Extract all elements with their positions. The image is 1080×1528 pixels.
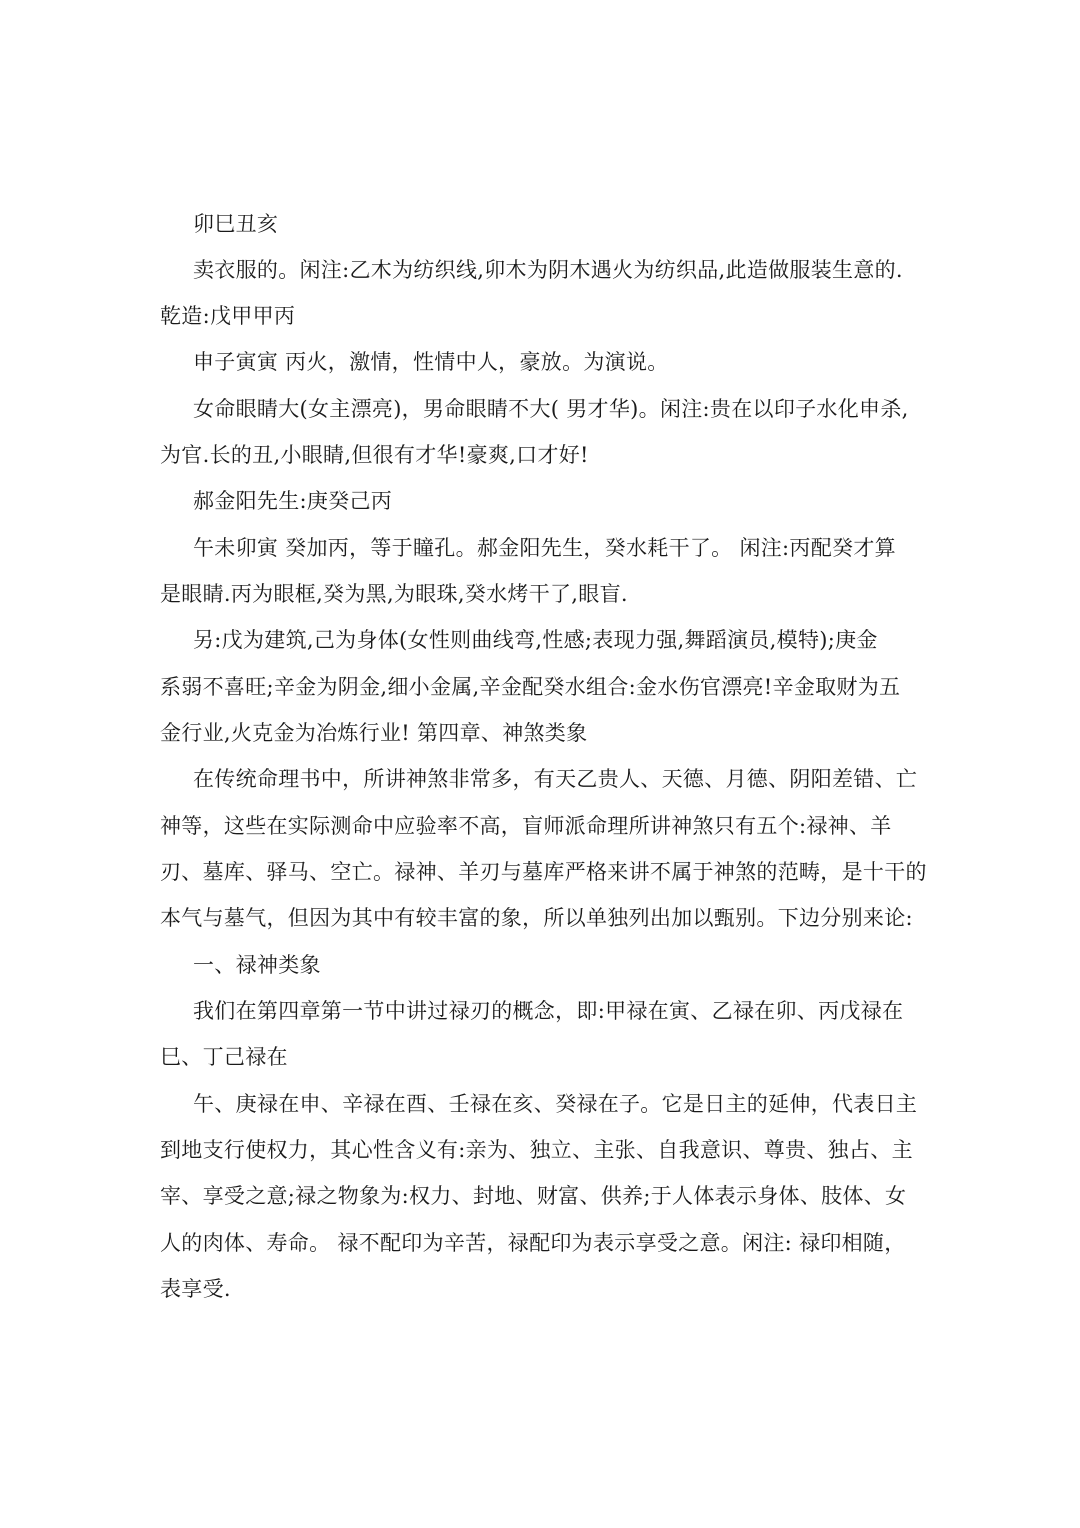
text-line: 卖衣服的。闲注:乙木为纺织线,卯木为阴木遇火为纺织品,此造做服装生意的. bbox=[193, 258, 903, 282]
text-line: 刃、墓库、驿马、空亡。禄神、羊刃与墓库严格来讲不属于神煞的范畴，是十干的 bbox=[160, 860, 927, 884]
text-line: 申子寅寅 丙火，激情，性情中人，豪放。为演说。 bbox=[193, 350, 669, 374]
text-line: 午、庚禄在申、辛禄在酉、壬禄在亥、癸禄在子。它是日主的延伸，代表日主 bbox=[193, 1092, 918, 1116]
text-line: 本气与墓气，但因为其中有较丰富的象，所以单独列出加以甄别。下边分别来论: bbox=[160, 906, 913, 930]
text-line: 我们在第四章第一节中讲过禄刃的概念，即:甲禄在寅、乙禄在卯、丙戊禄在 bbox=[193, 999, 904, 1023]
text-line: 神等，这些在实际测命中应验率不高，盲师派命理所讲神煞只有五个:禄神、羊 bbox=[160, 814, 892, 838]
text-line: 到地支行使权力，其心性含义有:亲为、独立、主张、自我意识、尊贵、独占、主 bbox=[160, 1138, 913, 1162]
text-line: 是眼睛.丙为眼框,癸为黑,为眼珠,癸水烤干了,眼盲. bbox=[160, 582, 628, 606]
text-line: 系弱不喜旺;辛金为阴金,细小金属,辛金配癸水组合:金水伤官漂亮!辛金取财为五 bbox=[160, 675, 901, 699]
text-line: 金行业,火克金为冶炼行业! 第四章、神煞类象 bbox=[160, 721, 588, 745]
text-line: 人的肉体、寿命。 禄不配印为辛苦，禄配印为表示享受之意。闲注: 禄印相随， bbox=[160, 1231, 906, 1255]
text-line: 乾造:戊甲甲丙 bbox=[160, 304, 296, 328]
text-line: 女命眼睛大(女主漂亮)，男命眼睛不大( 男才华)。闲注:贵在以印子水化申杀, bbox=[193, 397, 909, 421]
text-line: 为官.长的丑,小眼睛,但很有才华!豪爽,口才好! bbox=[160, 443, 589, 467]
text-line: 郝金阳先生:庚癸己丙 bbox=[193, 489, 393, 513]
text-line: 午未卯寅 癸加丙，等于瞳孔。郝金阳先生，癸水耗干了。 闲注:丙配癸才算 bbox=[193, 536, 896, 560]
text-line: 卯巳丑亥 bbox=[193, 212, 279, 236]
text-line: 另:戊为建筑,己为身体(女性则曲线弯,性感;表现力强,舞蹈演员,模特);庚金 bbox=[193, 628, 878, 652]
text-line: 宰、享受之意;禄之物象为:权力、封地、财富、供养;于人体表示身体、肢体、女 bbox=[160, 1184, 907, 1208]
text-line: 表享受. bbox=[160, 1277, 231, 1301]
section-heading: 一、禄神类象 bbox=[193, 953, 321, 977]
text-line: 巳、丁己禄在 bbox=[160, 1045, 288, 1069]
text-line: 在传统命理书中，所讲神煞非常多，有天乙贵人、天德、月德、阴阳差错、亡 bbox=[193, 767, 918, 791]
